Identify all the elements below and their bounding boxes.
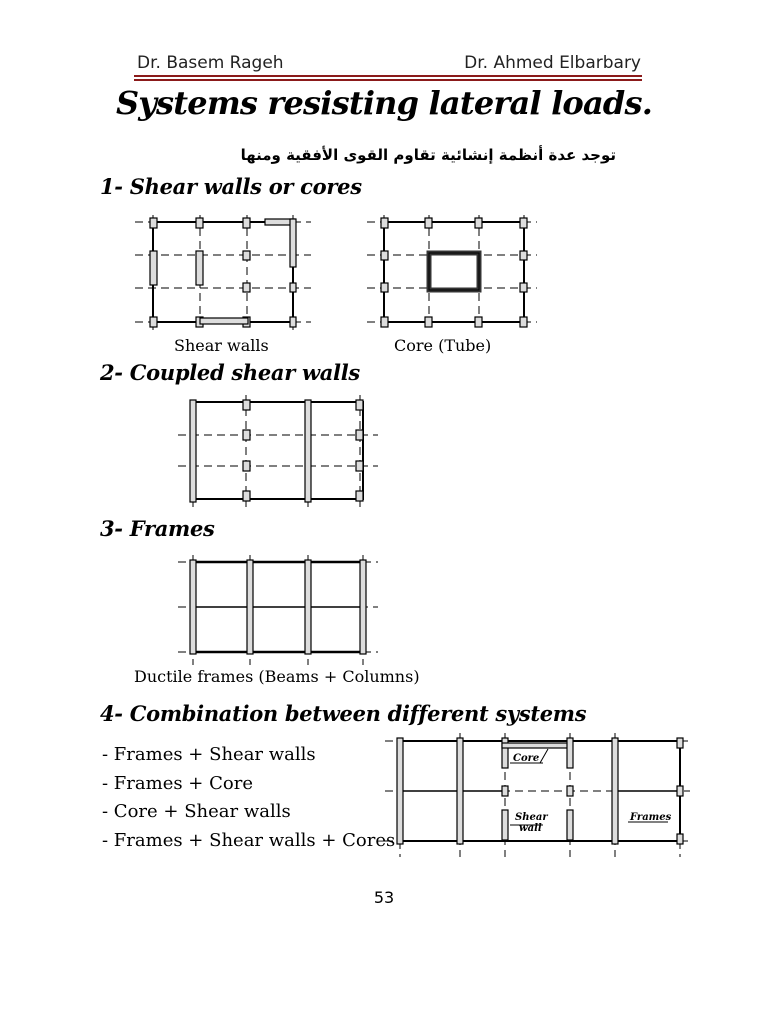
list-item: - Frames + Shear walls (102, 744, 316, 765)
core-tube-diagram (367, 215, 537, 335)
author-right: Dr. Ahmed Elbarbary (464, 53, 641, 73)
list-item: - Frames + Shear walls + Cores (102, 829, 396, 851)
label-frames: Frames (630, 812, 672, 823)
section-1-heading: 1- Shear walls or cores (100, 174, 362, 199)
combination-list (102, 741, 395, 855)
list-item: - Core + Shear walls (102, 801, 291, 822)
label-core: Core (513, 753, 540, 764)
caption-shear-walls: Shear walls (174, 336, 269, 355)
shear-walls-diagram (135, 215, 315, 335)
caption-core-tube: Core (Tube) (394, 336, 492, 355)
section-2-heading: 2- Coupled shear walls (100, 360, 360, 385)
page-number: 53 (373, 888, 395, 907)
author-left: Dr. Basem Rageh (137, 53, 284, 73)
label-shear: Shear (515, 812, 548, 823)
section-3-heading: 3- Frames (100, 516, 215, 541)
intro-arabic: توجد عدة أنظمة إنشائية تقاوم القوى الأفقية ومنها (240, 146, 616, 164)
header-rule-bottom (134, 79, 642, 81)
caption-ductile-frames: Ductile frames (Beams + Columns) (134, 667, 420, 686)
section-4-heading: 4- Combination between different systems (100, 701, 587, 726)
combination-diagram (385, 733, 690, 858)
frames-diagram (178, 555, 378, 665)
page-title: Systems resisting lateral loads. (115, 84, 653, 122)
label-wall: wall (519, 823, 542, 834)
coupled-shear-walls-diagram (178, 395, 378, 510)
header-rule-top (134, 75, 642, 77)
list-item: - Frames + Core (102, 772, 253, 794)
